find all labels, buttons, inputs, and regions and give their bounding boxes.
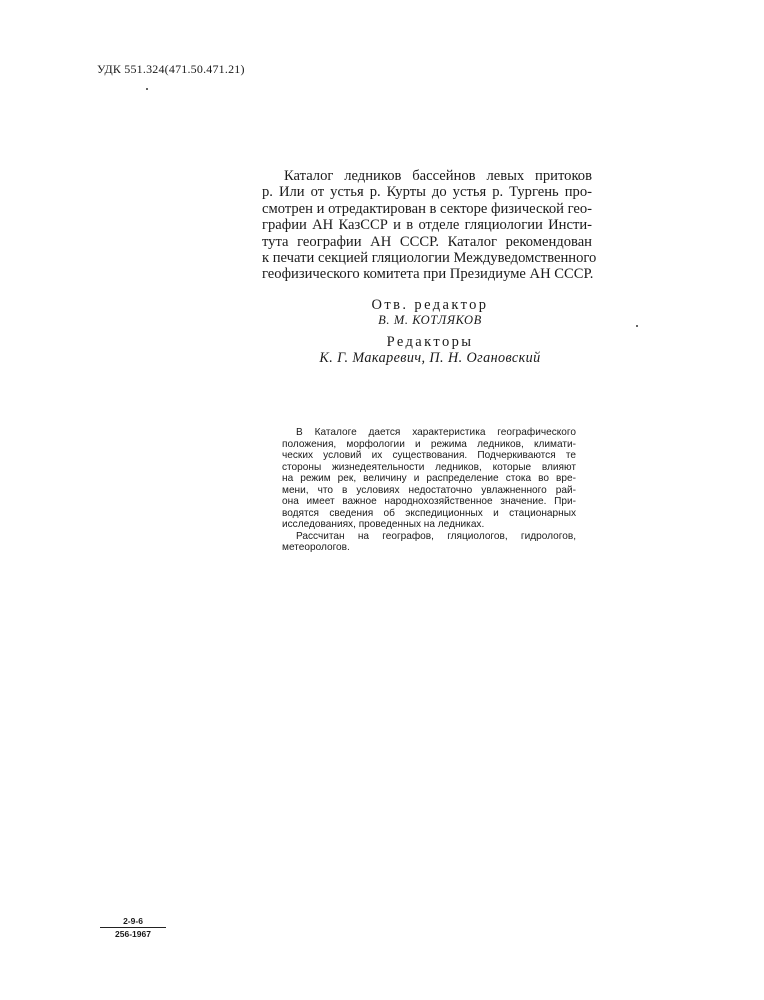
annotation-line: на режим рек, величину и распределение стока во вре- bbox=[282, 473, 576, 484]
annotation-paragraph bbox=[282, 427, 576, 531]
print-speck bbox=[146, 88, 148, 90]
print-speck bbox=[636, 325, 638, 327]
approval-statement bbox=[262, 168, 597, 283]
annotation bbox=[282, 427, 576, 554]
chief-editor-name: В. М. КОТЛЯКОВ bbox=[378, 313, 482, 327]
editors-block bbox=[300, 297, 560, 367]
udk-code: УДК 551.324(471.50.471.21) bbox=[97, 62, 245, 76]
annotation-audience bbox=[282, 531, 576, 554]
publication-codes bbox=[100, 916, 166, 939]
chief-editor-label: Отв. редактор bbox=[371, 297, 489, 313]
annotation-line: она имеет важное народнохозяйственное значение. При- bbox=[282, 496, 576, 507]
annotation-line: метеорологов. bbox=[282, 542, 350, 553]
annotation-line: положения, морфологии и режима ледников, климати- bbox=[282, 438, 576, 450]
editors-label: Редакторы bbox=[386, 334, 474, 350]
approval-line: р. Или от устья р. Курты до устья р. Тургень про- bbox=[262, 184, 592, 201]
annotation-line: мени, что в условиях недостаточно увлажненного рай- bbox=[282, 484, 576, 496]
annotation-line: водятся сведения об экспедиционных и стационарных bbox=[282, 507, 576, 519]
approval-line: геофизического комитета при Президиуме АН СССР. bbox=[262, 266, 594, 283]
annotation-line: стороны жизнедеятельности ледников, которые влияют bbox=[282, 461, 576, 473]
approval-line: Каталог ледников бассейнов левых притоков bbox=[284, 168, 592, 184]
code-bottom: 256-1967 bbox=[115, 929, 151, 939]
annotation-line: исследованиях, проведенных на ледниках. bbox=[282, 519, 485, 530]
annotation-line: ческих условий их существования. Подчеркиваются те bbox=[282, 450, 576, 461]
approval-line: графии АН КазССР и в отделе гляциологии Инсти- bbox=[262, 217, 592, 234]
annotation-line: В Каталоге дается характеристика географического bbox=[296, 427, 576, 438]
code-top: 2-9-6 bbox=[100, 916, 166, 928]
approval-line: тута географии АН СССР. Каталог рекомендован bbox=[262, 233, 592, 250]
approval-line: к печати секцией гляциологии Междуведомственного bbox=[262, 250, 597, 267]
annotation-line: Рассчитан на географов, гляциологов, гидрологов, bbox=[296, 530, 576, 542]
approval-line: смотрен и отредактирован в секторе физической гео- bbox=[262, 200, 593, 217]
editors-names: К. Г. Макаревич, П. Н. Огановский bbox=[319, 350, 541, 366]
